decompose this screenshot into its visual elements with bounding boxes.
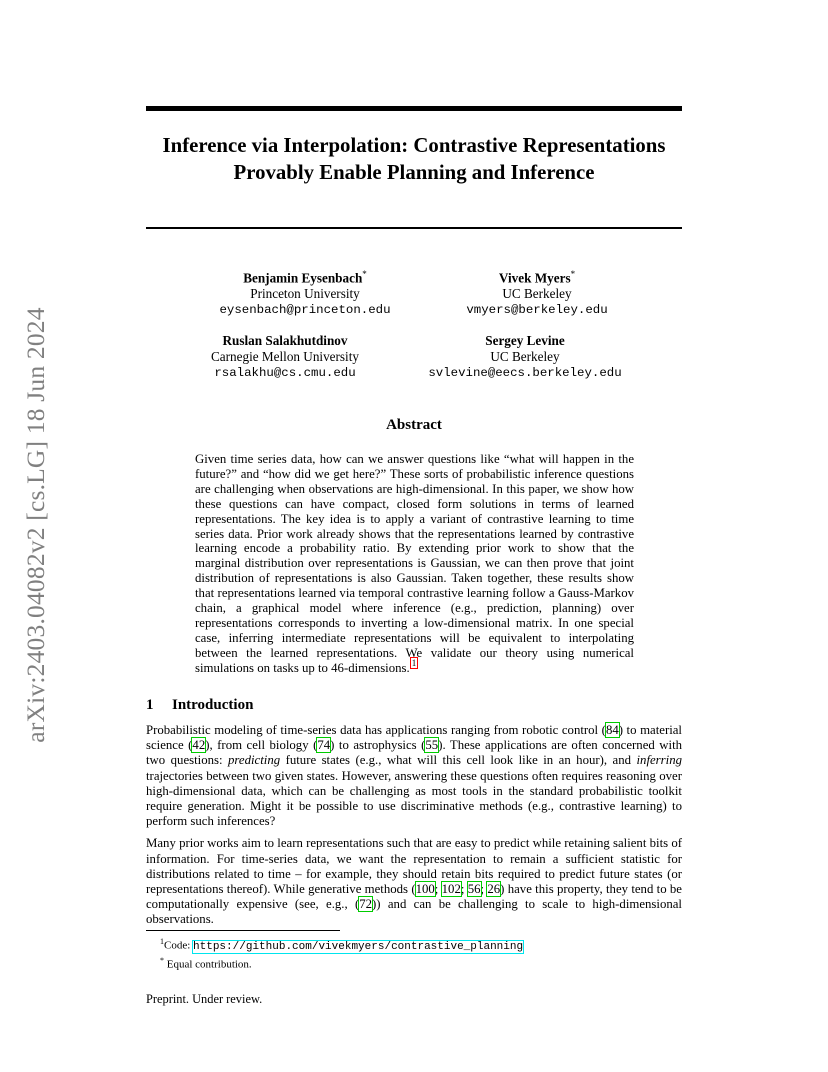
preprint-notice: Preprint. Under review. bbox=[146, 992, 263, 1006]
author-email[interactable]: vmyers@berkeley.edu bbox=[466, 303, 608, 318]
citation-link[interactable]: 55 bbox=[425, 738, 439, 753]
author-name: Vivek Myers* bbox=[498, 269, 576, 286]
citation-link[interactable]: 100 bbox=[415, 882, 435, 897]
author-block bbox=[417, 266, 657, 318]
footnotes bbox=[160, 935, 523, 971]
abstract-heading: Abstract bbox=[386, 417, 442, 433]
section-body bbox=[146, 723, 682, 935]
citation-link[interactable]: 72 bbox=[359, 897, 373, 912]
author-affiliation: Princeton University bbox=[250, 286, 360, 302]
footnote: * Equal contribution. bbox=[160, 955, 252, 971]
citation-link[interactable]: 102 bbox=[441, 882, 461, 897]
section-heading bbox=[146, 697, 253, 714]
author-name: Sergey Levine bbox=[485, 333, 565, 348]
author-email[interactable]: rsalakhu@cs.cmu.edu bbox=[214, 366, 356, 380]
author-affiliation: UC Berkeley bbox=[490, 349, 560, 364]
author-email[interactable]: svlevine@eecs.berkeley.edu bbox=[428, 366, 622, 380]
paragraph: Many prior works aim to learn representations such that are easy to predict while retaining salient bits of information. For time-series data, we want the representation to remain a sufficient statistic for distributions related to time – for example, they should retain bits required to predict future states (or representations thereof). While generative methods (100; 102; 56; 26) have this property, they tend to be computationally expensive (see, e.g., (72)) and can be challenging to scale to high-dimensional observations. bbox=[146, 836, 682, 927]
citation-link[interactable]: 74 bbox=[317, 738, 331, 753]
author-name: Benjamin Eysenbach* bbox=[243, 269, 367, 286]
abstract-body bbox=[195, 452, 634, 676]
paper-title: Inference via Interpolation: Contrastive Representations Provably Enable Planning and Inference bbox=[162, 134, 666, 184]
section-number: 1 bbox=[146, 697, 154, 713]
code-url-link[interactable]: https://github.com/vivekmyers/contrastive_planning bbox=[193, 940, 524, 953]
author-affiliation: Carnegie Mellon University bbox=[211, 349, 359, 364]
footnote-link[interactable]: 1 bbox=[411, 658, 417, 669]
citation-link[interactable]: 42 bbox=[192, 738, 206, 753]
footnote: $^1$Code: https://github.com/vivekmyers/contrastive_planning bbox=[160, 937, 524, 953]
arxiv-stamp-text: arXiv:2403.04082v2 [cs.LG] 18 Jun 2024 bbox=[21, 307, 50, 743]
author-block bbox=[185, 266, 425, 318]
title-top-rule bbox=[146, 106, 682, 111]
paragraph: Probabilistic modeling of time-series data has applications ranging from robotic control (84) to material science (42), from cell biology (74) to astrophysics (55). These applications are often concerned with two questions: predicting future states (e.g., what will this cell look like in an hour), and inferring trajectories between two given states. However, answering these questions often requires reasoning over high-dimensional data, which can be challenging as most tools in the standard probabilistic toolkit require generation. Might it be possible to use discriminative methods (e.g., contrastive learning) to perform such inferences? bbox=[146, 723, 683, 829]
author-block bbox=[405, 333, 645, 381]
citation-link[interactable]: 84 bbox=[605, 723, 619, 737]
arxiv-stamp bbox=[16, 290, 56, 760]
abstract-text: Given time series data, how can we answer questions like “what will happen in the future?” and “how did we get here?” These sorts of probabilistic inference questions are challenging when observations are high-dimensional. In this paper, we show how these questions can have compact, closed form solutions in terms of learned representations. The key idea is to apply a variant of contrastive learning to time series data. Prior work already shows that the representations learned by contrastive learning encode a probability ratio. By extending prior work to show that the marginal distribution over representations is Gaussian, we can then prove that joint distribution of representations is also Gaussian. Taken together, these results show that representations learned via temporal contrastive learning follow a Gauss-Markov chain, a graphical model where inference (e.g., prediction, planning) over representations corresponds to inverting a low-dimensional matrix. In one special case, inferring intermediate representations will be equivalent to interpolating between the learned representations. We validate our theory using numerical simulations on tasks up to 46-dimensions. bbox=[195, 452, 634, 675]
citation-link[interactable]: 26 bbox=[487, 882, 501, 897]
author-affiliation: UC Berkeley bbox=[502, 286, 572, 302]
author-email[interactable]: eysenbach@princeton.edu bbox=[219, 303, 391, 318]
footnote-rule bbox=[146, 930, 340, 931]
author-name: Ruslan Salakhutdinov bbox=[222, 333, 348, 348]
section-title: Introduction bbox=[172, 697, 254, 713]
title-bottom-rule bbox=[146, 227, 682, 229]
author-block bbox=[165, 333, 405, 381]
citation-link[interactable]: 56 bbox=[467, 882, 481, 897]
